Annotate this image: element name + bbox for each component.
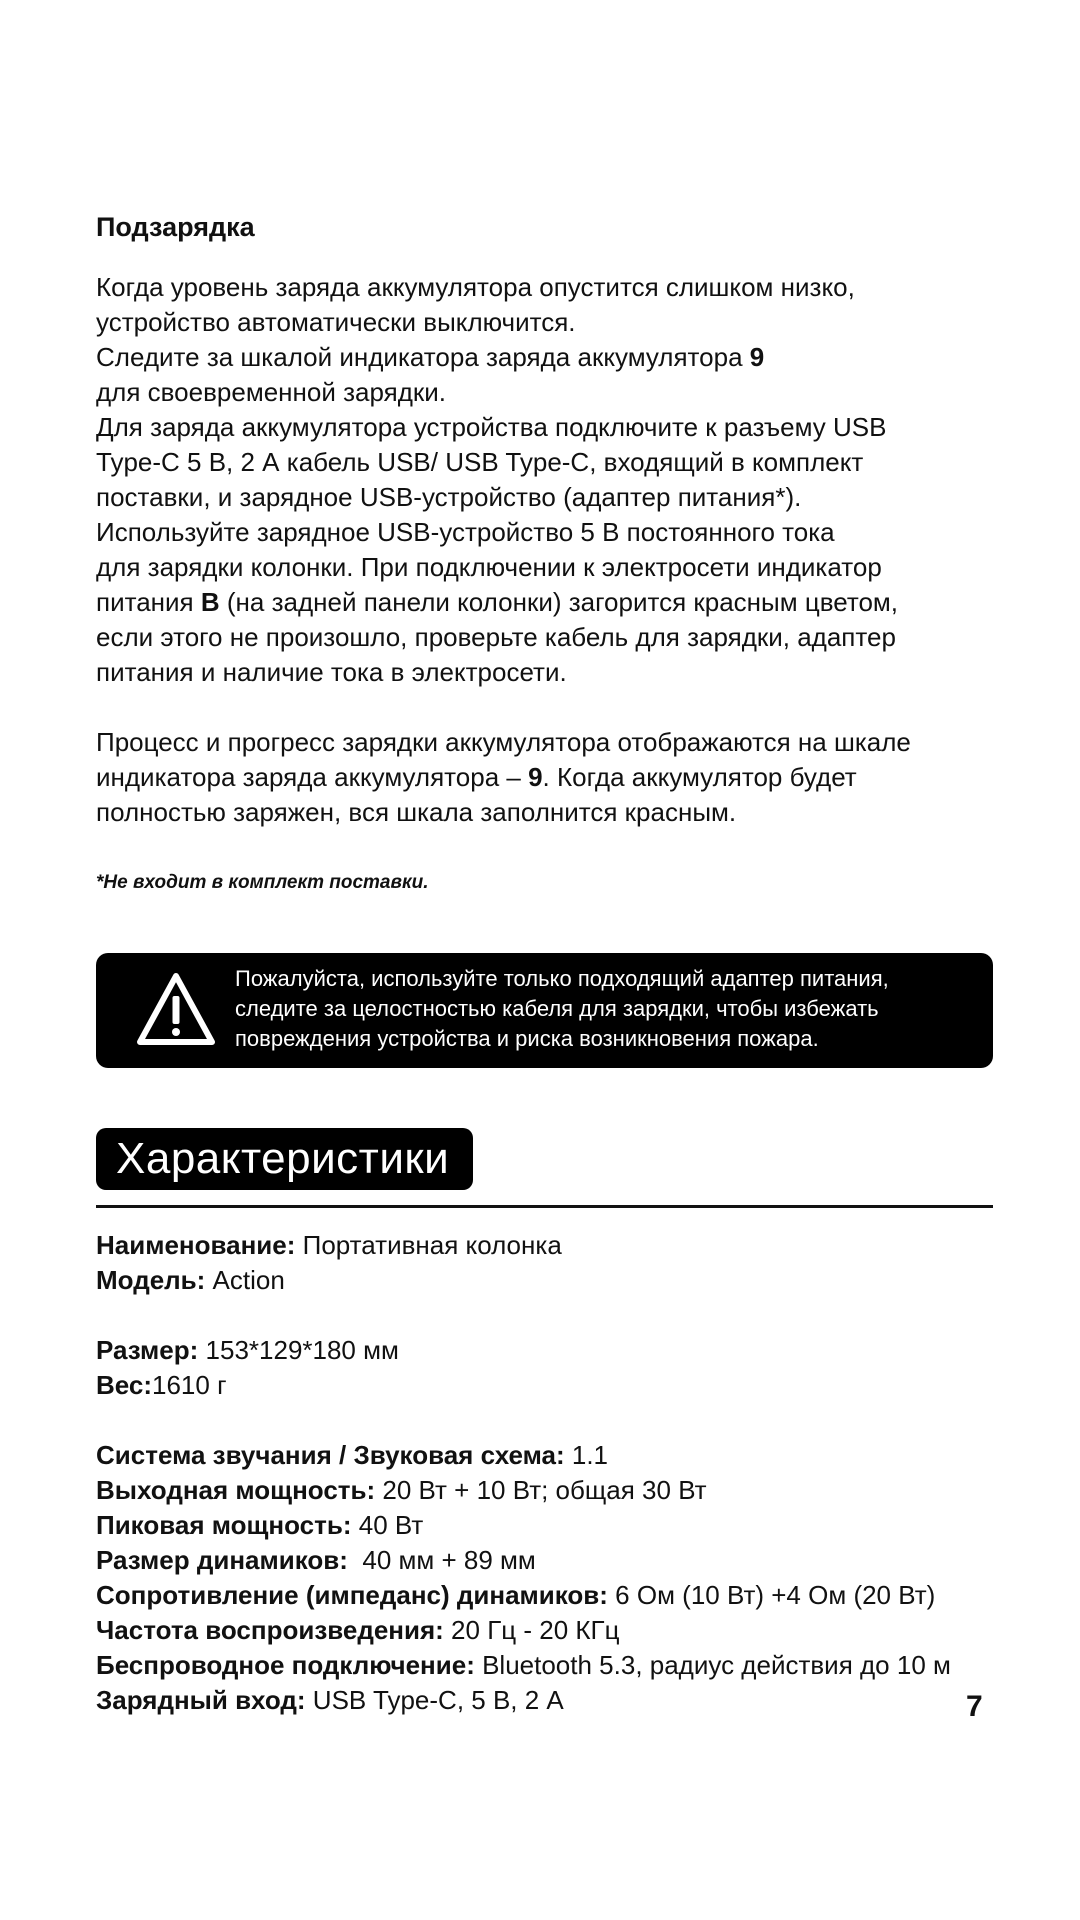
text-line	[96, 340, 993, 375]
spec-value: 20 Гц - 20 КГц	[443, 1615, 620, 1645]
text-span: питания	[96, 587, 201, 617]
spec-value: Bluetooth 5.3, радиус действия до 10 м	[474, 1650, 951, 1680]
spec-label: Пиковая мощность:	[96, 1510, 352, 1540]
spec-row-model	[96, 1263, 996, 1298]
warning-text	[235, 964, 975, 1054]
charging-title: Подзарядка	[96, 212, 255, 242]
text-line: для зарядки колонки. При подключении к электросети индикатор	[96, 552, 882, 582]
spec-value: 40 Вт	[351, 1510, 424, 1540]
spec-row-frequency	[96, 1613, 996, 1648]
spec-value: 40 мм + 89 мм	[347, 1545, 536, 1575]
specs-list	[96, 1228, 996, 1718]
text-line: Используйте зарядное USB-устройство 5 В постоянного тока	[96, 517, 835, 547]
spec-label: Сопротивление (импеданс) динамиков:	[96, 1580, 608, 1610]
spec-row-output	[96, 1473, 996, 1508]
text-line: Процесс и прогресс зарядки аккумулятора отображаются на шкале	[96, 727, 911, 757]
footnote: *Не входит в комплект поставки.	[96, 872, 429, 893]
spec-value: 1610 г	[152, 1370, 227, 1400]
text-span: индикатора заряда аккумулятора –	[96, 762, 529, 792]
spec-value: Action	[205, 1265, 285, 1295]
spec-label: Размер динамиков:	[96, 1545, 348, 1575]
text-line: полностью заряжен, вся шкала заполнится красным.	[96, 797, 737, 827]
text-line: следите за целостностью кабеля для зарядки, чтобы избежать	[235, 996, 879, 1021]
text-line: Type-C 5 В, 2 А кабель USB/ USB Type-C, входящий в комплект	[96, 447, 864, 477]
page-number: 7	[966, 1690, 983, 1723]
spec-label: Наименование:	[96, 1230, 296, 1260]
warning-box	[96, 953, 993, 1068]
text-line: Когда уровень заряда аккумулятора опустится слишком низко,	[96, 272, 855, 302]
spec-label: Размер:	[96, 1335, 199, 1365]
specs-heading: Характеристики	[96, 1128, 473, 1190]
spec-row-name	[96, 1228, 996, 1263]
text-line: питания и наличие тока в электросети.	[96, 657, 567, 687]
spec-row-impedance	[96, 1578, 996, 1613]
spec-value: 1.1	[564, 1440, 609, 1470]
spec-row-size	[96, 1333, 996, 1368]
spec-value: 153*129*180 мм	[198, 1335, 399, 1365]
indicator-ref: 9	[528, 762, 543, 792]
spec-value: 6 Ом (10 Вт) +4 Ом (20 Вт)	[607, 1580, 936, 1610]
spec-label: Беспроводное подключение:	[96, 1650, 475, 1680]
text-span: . Когда аккумулятор будет	[542, 762, 857, 792]
spec-value: Портативная колонка	[295, 1230, 562, 1260]
spec-row-weight	[96, 1368, 996, 1403]
spec-label: Вес:	[96, 1370, 153, 1400]
spec-row-input	[96, 1683, 996, 1718]
spec-row-system	[96, 1438, 996, 1473]
text-line: Пожалуйста, используйте только подходящий адаптер питания,	[235, 966, 889, 991]
spec-label: Частота воспроизведения:	[96, 1615, 444, 1645]
spec-label: Модель:	[96, 1265, 206, 1295]
spec-row-wireless	[96, 1648, 996, 1683]
spec-label: Система звучания / Звуковая схема:	[96, 1440, 565, 1470]
spec-label: Выходная мощность:	[96, 1475, 376, 1505]
divider	[96, 1205, 993, 1208]
text-line	[96, 585, 993, 620]
spec-value: USB Type-C, 5 В, 2 А	[305, 1685, 564, 1715]
text-line: для своевременной зарядки.	[96, 377, 446, 407]
text-line: если этого не произошло, проверьте кабель для зарядки, адаптер	[96, 622, 896, 652]
text-line: повреждения устройства и риска возникновения пожара.	[235, 1026, 819, 1051]
text-span: (на задней панели колонки) загорится красным цветом,	[219, 587, 899, 617]
spec-label: Зарядный вход:	[96, 1685, 306, 1715]
charging-instructions	[96, 270, 993, 830]
text-line: устройство автоматически выключится.	[96, 307, 576, 337]
indicator-ref: 9	[749, 342, 765, 372]
spec-value: 20 Вт + 10 Вт; общая 30 Вт	[375, 1475, 707, 1505]
text-line: поставки, и зарядное USB-устройство (адаптер питания*).	[96, 482, 802, 512]
spec-row-drivers	[96, 1543, 996, 1578]
indicator-ref: B	[200, 587, 220, 617]
text-span: Следите за шкалой индикатора заряда аккумулятора	[96, 342, 750, 372]
text-line: Для заряда аккумулятора устройства подключите к разъему USB	[96, 412, 887, 442]
text-line	[96, 760, 993, 795]
spec-row-peak	[96, 1508, 996, 1543]
warning-triangle-icon	[134, 970, 218, 1048]
